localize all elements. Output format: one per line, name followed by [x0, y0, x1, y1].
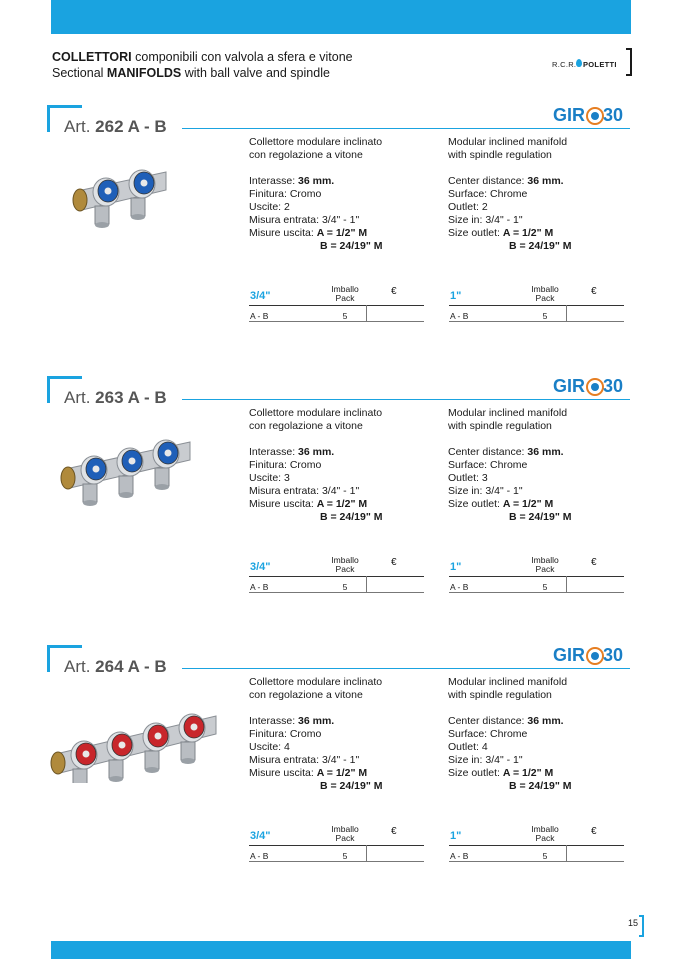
table-row-code: A - B [450, 311, 469, 321]
table-column-rule [366, 845, 367, 861]
outlet-end [83, 500, 97, 506]
table-column-rule [566, 576, 567, 592]
price-table [449, 820, 624, 860]
giro30-logo [553, 645, 631, 667]
table-bottom-rule [449, 321, 624, 322]
inlet-thread [61, 467, 75, 489]
table-size: 1" [450, 290, 462, 302]
surface-finish: Surface: Chrome [448, 188, 528, 200]
article-suffix: A - B [123, 117, 167, 136]
article-number: 263 [95, 388, 124, 407]
outlet-size-b: B = 24/19" M [509, 240, 572, 252]
page-number: 15 [628, 918, 639, 928]
table-size: 3/4" [250, 830, 271, 842]
table-size: 3/4" [250, 290, 271, 302]
table-row-qty: 5 [542, 582, 548, 592]
article-number: 264 [95, 657, 124, 676]
table-column-rule [366, 576, 367, 592]
table-row-code: A - B [450, 582, 469, 592]
surface-finish: Finitura: Cromo [249, 188, 322, 200]
pack-label-en: Pack [535, 293, 555, 303]
center-distance [448, 446, 638, 459]
center-distance-value: 36 mm. [298, 446, 335, 458]
manifold-illustration [50, 414, 220, 514]
giro30-logo [553, 376, 631, 398]
brand-bracket [626, 48, 632, 76]
italian-description [249, 407, 439, 524]
outlet-size-label: Size outlet: [448, 498, 503, 510]
pack-label-it: Imballo [531, 824, 559, 834]
pack-label-it: Imballo [331, 555, 359, 565]
pack-label-it: Imballo [531, 555, 559, 565]
table-header-rule [249, 305, 424, 306]
outlet-size-a: A = 1/2" M [502, 767, 554, 779]
inlet-size: Size in: 3/4" - 1" [448, 214, 523, 226]
table-row-qty: 5 [342, 311, 348, 321]
pack-header [525, 556, 565, 574]
currency-header: € [591, 557, 597, 568]
article-prefix: Art. [64, 657, 96, 676]
description-line-1: Collettore modulare inclinato [249, 407, 383, 419]
pack-label-en: Pack [335, 293, 355, 303]
outlet-size [448, 498, 638, 511]
center-distance-label: Interasse: [249, 175, 299, 187]
outlet-count: Uscite: 2 [249, 201, 290, 213]
inlet-thread [73, 189, 87, 211]
article-suffix: A - B [123, 388, 167, 407]
italian-description [249, 676, 439, 793]
pack-label-it: Imballo [331, 284, 359, 294]
inlet-size: Size in: 3/4" - 1" [448, 754, 523, 766]
section-divider-line [182, 668, 630, 669]
description-line-1: Modular inclined manifold [448, 136, 568, 148]
article-title [64, 117, 167, 137]
english-description [448, 136, 638, 253]
article-title [64, 657, 167, 677]
manifold-illustration [50, 143, 220, 243]
surface-finish: Finitura: Cromo [249, 728, 322, 740]
outlet-size-b: B = 24/19" M [320, 240, 383, 252]
valve-knob-center [83, 751, 90, 758]
outlet-size-a: A = 1/2" M [502, 498, 554, 510]
italian-description [249, 136, 439, 253]
spacer [448, 433, 638, 446]
pack-header [525, 825, 565, 843]
center-distance-label: Interasse: [249, 446, 299, 458]
catalog-header [52, 49, 353, 81]
center-distance-value: 36 mm. [298, 715, 335, 727]
bottom-color-bar [51, 941, 631, 959]
description-line-2: with spindle regulation [448, 420, 552, 432]
product-image [50, 414, 220, 514]
article-prefix: Art. [64, 388, 96, 407]
table-header-rule [449, 305, 624, 306]
table-header-rule [449, 576, 624, 577]
english-description [448, 676, 638, 793]
outlet-size-b: B = 24/19" M [320, 780, 383, 792]
outlet-size-a: A = 1/2" M [316, 767, 368, 779]
giro-text: GIR [553, 105, 586, 125]
currency-header: € [391, 826, 397, 837]
center-distance-value: 36 mm. [298, 175, 335, 187]
giro-number: 30 [603, 105, 624, 125]
table-row-qty: 5 [342, 582, 348, 592]
pack-header [525, 285, 565, 303]
center-distance [249, 715, 439, 728]
outlet-size-b: B = 24/19" M [509, 511, 572, 523]
valve-knob-center [93, 466, 100, 473]
article-prefix: Art. [64, 117, 96, 136]
section-divider-line [182, 399, 630, 400]
giro-valve-icon [586, 107, 604, 125]
header-english-bold: MANIFOLDS [106, 66, 182, 80]
table-bottom-rule [449, 861, 624, 862]
outlet-count: Uscite: 3 [249, 472, 290, 484]
valve-knob-center [105, 188, 112, 195]
section-divider-line [182, 128, 630, 129]
inlet-size: Misura entrata: 3/4" - 1" [249, 754, 360, 766]
table-row-code: A - B [250, 582, 269, 592]
center-distance [448, 175, 638, 188]
table-column-rule [566, 305, 567, 321]
center-distance-label: Center distance: [448, 446, 528, 458]
center-distance-label: Center distance: [448, 175, 528, 187]
giro-valve-icon [586, 378, 604, 396]
outlet-end [119, 492, 133, 498]
outlet-end [145, 767, 159, 773]
center-distance-label: Interasse: [249, 715, 299, 727]
outlet-end [95, 222, 109, 228]
description-line-1: Collettore modulare inclinato [249, 136, 383, 148]
outlet-size-label: Misure uscita: [249, 498, 317, 510]
outlet-pipe [145, 751, 159, 769]
inlet-thread [51, 752, 65, 774]
spacer [448, 702, 638, 715]
price-table [449, 280, 624, 320]
outlet-size-b: B = 24/19" M [509, 780, 572, 792]
outlet-count: Outlet: 2 [448, 201, 488, 213]
pack-label-en: Pack [535, 833, 555, 843]
product-section [0, 105, 678, 345]
spacer [249, 433, 439, 446]
top-color-bar [51, 0, 631, 34]
article-title [64, 388, 167, 408]
currency-header: € [591, 826, 597, 837]
outlet-size-label: Size outlet: [448, 227, 503, 239]
outlet-pipe [119, 476, 133, 494]
header-italian-bold: COLLETTORI [52, 50, 132, 64]
outlet-pipe [95, 206, 109, 224]
outlet-size-a: A = 1/2" M [502, 227, 554, 239]
giro-text: GIR [553, 645, 586, 665]
surface-finish: Surface: Chrome [448, 728, 528, 740]
giro-text: GIR [553, 376, 586, 396]
spacer [249, 702, 439, 715]
table-size: 3/4" [250, 561, 271, 573]
article-suffix: A - B [123, 657, 167, 676]
table-bottom-rule [249, 321, 424, 322]
pack-label-en: Pack [335, 564, 355, 574]
giro30-logo [553, 105, 631, 127]
table-row-qty: 5 [542, 311, 548, 321]
water-drop-icon [576, 59, 582, 67]
inlet-size: Misura entrata: 3/4" - 1" [249, 214, 360, 226]
product-section [0, 645, 678, 885]
outlet-size-label: Size outlet: [448, 767, 503, 779]
price-table [249, 551, 424, 591]
outlet-size [448, 767, 638, 780]
spacer [249, 162, 439, 175]
price-table [449, 551, 624, 591]
table-bottom-rule [249, 861, 424, 862]
table-header-rule [249, 845, 424, 846]
valve-knob-center [129, 458, 136, 465]
giro-valve-icon [586, 647, 604, 665]
currency-header: € [591, 286, 597, 297]
outlet-end [181, 758, 195, 764]
outlet-size [448, 227, 638, 240]
surface-finish: Finitura: Cromo [249, 459, 322, 471]
giro-number: 30 [603, 376, 624, 396]
giro-number: 30 [603, 645, 624, 665]
table-size: 1" [450, 830, 462, 842]
valve-knob-center [191, 724, 198, 731]
table-row-code: A - B [250, 851, 269, 861]
center-distance-value: 36 mm. [527, 175, 564, 187]
description-line-2: with spindle regulation [448, 149, 552, 161]
pack-label-en: Pack [335, 833, 355, 843]
outlet-count: Uscite: 4 [249, 741, 290, 753]
pack-header [325, 556, 365, 574]
valve-knob-center [141, 180, 148, 187]
currency-header: € [391, 286, 397, 297]
outlet-count: Outlet: 3 [448, 472, 488, 484]
page-number-bracket [639, 915, 644, 937]
inlet-size: Misura entrata: 3/4" - 1" [249, 485, 360, 497]
pack-header [325, 825, 365, 843]
article-number: 262 [95, 117, 124, 136]
outlet-pipe [155, 468, 169, 486]
pack-header [325, 285, 365, 303]
outlet-pipe [73, 769, 87, 783]
table-header-rule [449, 845, 624, 846]
pack-label-en: Pack [535, 564, 555, 574]
outlet-size-a: A = 1/2" M [316, 498, 368, 510]
description-line-2: with spindle regulation [448, 689, 552, 701]
center-distance-value: 36 mm. [527, 715, 564, 727]
header-line-italian [52, 49, 353, 65]
brand-prefix: R.C.R. [552, 60, 577, 69]
pack-label-it: Imballo [331, 824, 359, 834]
inlet-size: Size in: 3/4" - 1" [448, 485, 523, 497]
table-column-rule [366, 305, 367, 321]
price-table [249, 280, 424, 320]
description-line-2: con regolazione a vitone [249, 689, 363, 701]
outlet-size [249, 498, 439, 511]
table-bottom-rule [249, 592, 424, 593]
header-english-pre: Sectional [52, 66, 107, 80]
header-line-english [52, 65, 353, 81]
outlet-end [109, 776, 123, 782]
outlet-size [249, 767, 439, 780]
table-row-qty: 5 [342, 851, 348, 861]
outlet-pipe [181, 742, 195, 760]
center-distance-value: 36 mm. [527, 446, 564, 458]
surface-finish: Surface: Chrome [448, 459, 528, 471]
outlet-pipe [131, 198, 145, 216]
table-row-qty: 5 [542, 851, 548, 861]
table-header-rule [249, 576, 424, 577]
outlet-count: Outlet: 4 [448, 741, 488, 753]
valve-knob-center [155, 733, 162, 740]
product-image [50, 683, 220, 783]
brand-logo [552, 48, 632, 74]
outlet-size-label: Misure uscita: [249, 227, 317, 239]
table-row-code: A - B [450, 851, 469, 861]
description-line-1: Modular inclined manifold [448, 676, 568, 688]
product-image [50, 143, 220, 243]
table-bottom-rule [449, 592, 624, 593]
pack-label-it: Imballo [531, 284, 559, 294]
header-english-rest: with ball valve and spindle [181, 66, 330, 80]
table-row-code: A - B [250, 311, 269, 321]
valve-knob-center [165, 450, 172, 457]
spacer [448, 162, 638, 175]
description-line-1: Modular inclined manifold [448, 407, 568, 419]
currency-header: € [391, 557, 397, 568]
outlet-size-label: Misure uscita: [249, 767, 317, 779]
outlet-end [155, 484, 169, 490]
product-section [0, 376, 678, 616]
description-line-1: Collettore modulare inclinato [249, 676, 383, 688]
manifold-illustration [50, 683, 220, 783]
price-table [249, 820, 424, 860]
description-line-2: con regolazione a vitone [249, 420, 363, 432]
header-italian-rest: componibili con valvola a sfera e vitone [131, 50, 353, 64]
table-column-rule [566, 845, 567, 861]
description-line-2: con regolazione a vitone [249, 149, 363, 161]
outlet-size [249, 227, 439, 240]
center-distance [448, 715, 638, 728]
outlet-size-a: A = 1/2" M [316, 227, 368, 239]
outlet-size-b: B = 24/19" M [320, 511, 383, 523]
outlet-end [131, 214, 145, 220]
outlet-pipe [109, 760, 123, 778]
english-description [448, 407, 638, 524]
outlet-pipe [83, 484, 97, 502]
brand-name: POLETTI [583, 60, 617, 69]
table-size: 1" [450, 561, 462, 573]
center-distance-label: Center distance: [448, 715, 528, 727]
center-distance [249, 446, 439, 459]
valve-knob-center [119, 742, 126, 749]
center-distance [249, 175, 439, 188]
